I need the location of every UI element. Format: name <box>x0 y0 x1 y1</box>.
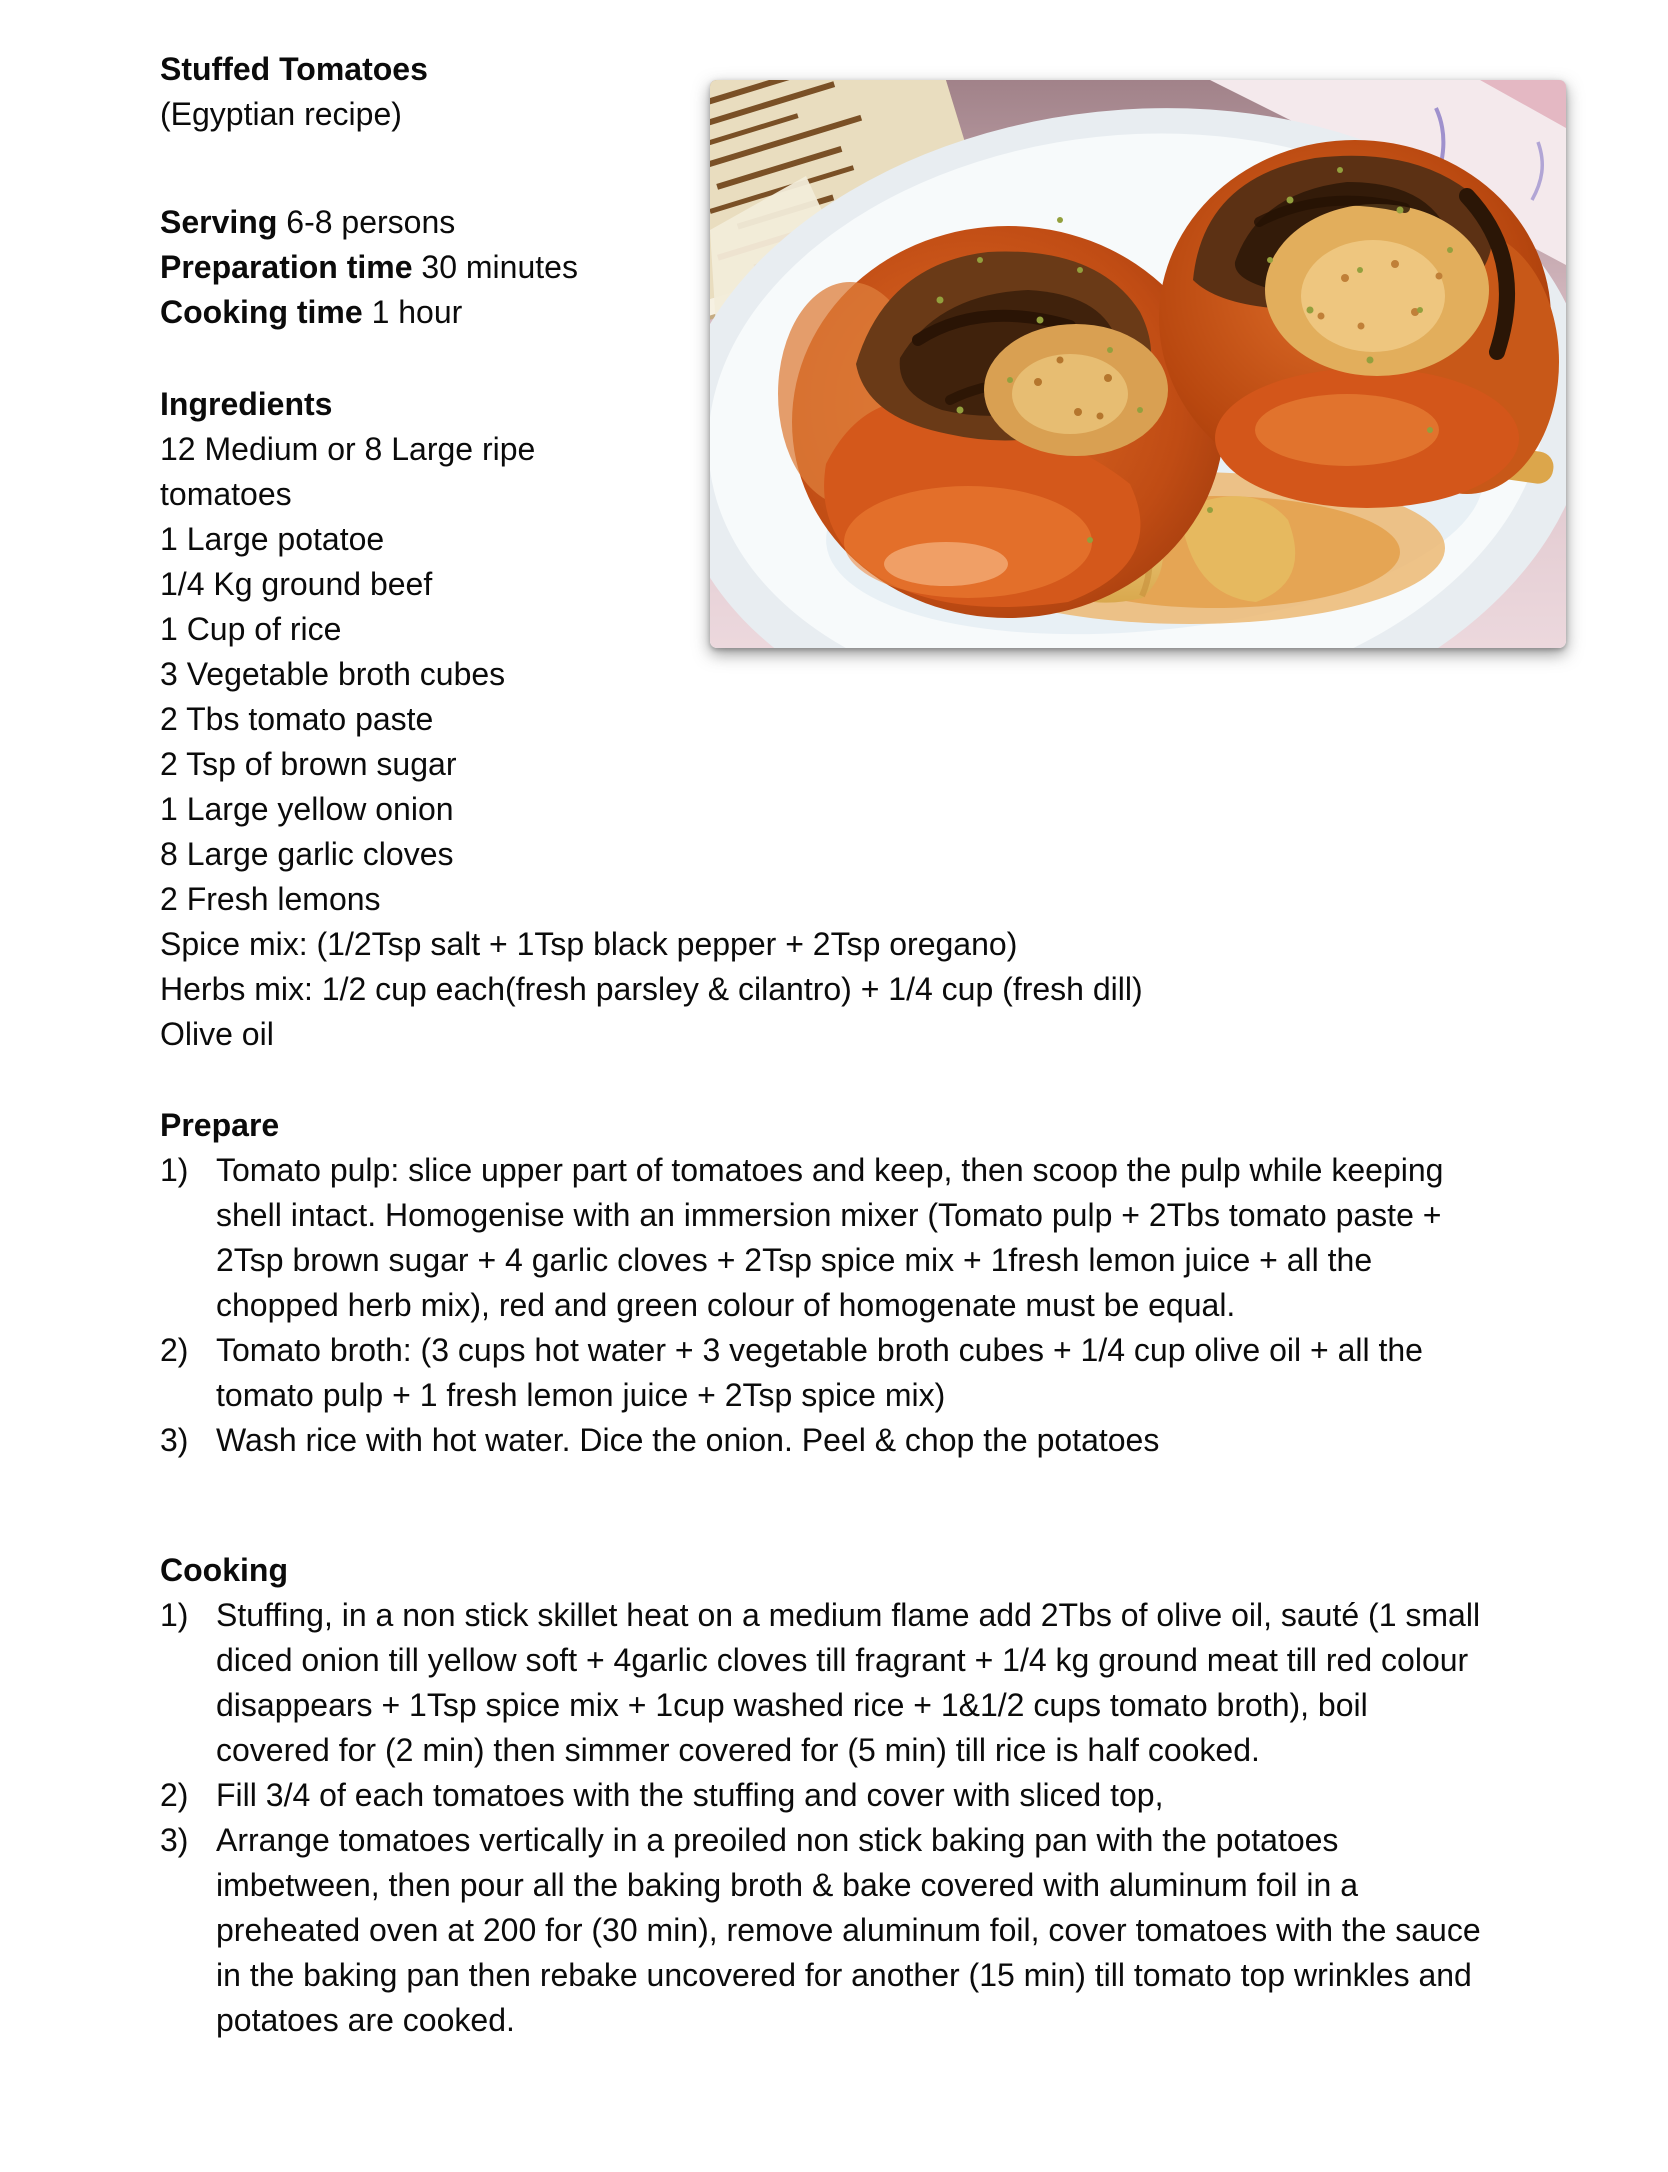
step-text: Tomato pulp: slice upper part of tomatoes and keep, then scoop the pulp while keeping shell intact. Homogenise with an immersion mixer (Tomato pulp + 2Tbs tomato paste + 2Tsp brown sugar + 4 garlic cloves + 2Tsp spice mix + 1fresh lemon juice + all the chopped herb mix), red and green colour of homogenate must be equal. <box>216 1152 1444 1323</box>
ingredient-item: 1 Large yellow onion <box>160 791 454 827</box>
recipe-subtitle: (Egyptian recipe) <box>160 96 402 132</box>
prepare-section <box>160 1103 1490 1463</box>
ingredient-item: 2 Tsp of brown sugar <box>160 746 457 782</box>
ingredient-item: Herbs mix: 1/2 cup each(fresh parsley & cilantro) + 1/4 cup (fresh dill) <box>160 971 1143 1007</box>
ingredient-item: 12 Medium or 8 Large ripe tomatoes <box>160 431 545 512</box>
serving-value: 6-8 persons <box>286 204 456 240</box>
step-text: Stuffing, in a non stick skillet heat on a medium flame add 2Tbs of olive oil, sauté (1 small diced onion till yellow soft + 4garlic cloves till fragrant + 1/4 kg ground meat till red colour disappears + 1Tsp spice mix + 1cup washed rice + 1&1/2 cups tomato broth), boil covered for (2 min) then simmer covered for (5 min) till rice is half cooked. <box>216 1597 1481 1768</box>
ingredient-item: 1 Large potatoe <box>160 521 385 557</box>
ingredient-item: 1/4 Kg ground beef <box>160 566 433 602</box>
step-number: 1) <box>160 1597 189 1633</box>
step-number: 2) <box>160 1777 189 1813</box>
ingredient-item: 2 Tbs tomato paste <box>160 701 434 737</box>
stuffed-tomatoes-photo <box>710 80 1566 648</box>
ingredient-item: 1 Cup of rice <box>160 611 342 647</box>
step-text: Fill 3/4 of each tomatoes with the stuffing and cover with sliced top, <box>216 1777 1164 1813</box>
cooking-step <box>160 1818 1490 2043</box>
cooking-section <box>160 1548 1490 2043</box>
prepare-step <box>160 1418 1490 1463</box>
ingredient-item: 8 Large garlic cloves <box>160 836 454 872</box>
prepare-heading: Prepare <box>160 1107 280 1143</box>
cooking-heading: Cooking <box>160 1552 288 1588</box>
ingredient-item: Olive oil <box>160 1016 274 1052</box>
step-number: 2) <box>160 1332 189 1368</box>
ingredient-item: 2 Fresh lemons <box>160 881 381 917</box>
ingredients-heading: Ingredients <box>160 386 333 422</box>
stuffed-tomatoes-photo-art <box>710 80 1566 648</box>
prepare-step <box>160 1148 1490 1328</box>
ingredient-item: 3 Vegetable broth cubes <box>160 656 506 692</box>
serving-label: Serving <box>160 204 278 240</box>
prepare-step <box>160 1328 1490 1418</box>
cooking-step <box>160 1773 1490 1818</box>
ingredient-item: Spice mix: (1/2Tsp salt + 1Tsp black pepper + 2Tsp oregano) <box>160 926 1018 962</box>
step-number: 1) <box>160 1152 189 1188</box>
preparation-time-label: Preparation time <box>160 249 413 285</box>
recipe-title: Stuffed Tomatoes <box>160 51 428 87</box>
step-text: Tomato broth: (3 cups hot water + 3 vegetable broth cubes + 1/4 cup olive oil + all the tomato pulp + 1 fresh lemon juice + 2Tsp spice mix) <box>216 1332 1423 1413</box>
preparation-time-value: 30 minutes <box>421 249 578 285</box>
cooking-time-value: 1 hour <box>371 294 463 330</box>
step-text: Arrange tomatoes vertically in a preoiled non stick baking pan with the potatoes imbetween, then pour all the baking broth & bake covered with aluminum foil in a preheated oven at 200 for (30 min), remove aluminum foil, cover tomatoes with the sauce in the baking pan then rebake uncovered for another (15 min) till tomato top wrinkles and potatoes are cooked. <box>216 1822 1481 2038</box>
step-number: 3) <box>160 1422 189 1458</box>
cooking-time-label: Cooking time <box>160 294 363 330</box>
step-text: Wash rice with hot water. Dice the onion. Peel & chop the potatoes <box>216 1422 1160 1458</box>
step-number: 3) <box>160 1822 189 1858</box>
cooking-step <box>160 1593 1490 1773</box>
